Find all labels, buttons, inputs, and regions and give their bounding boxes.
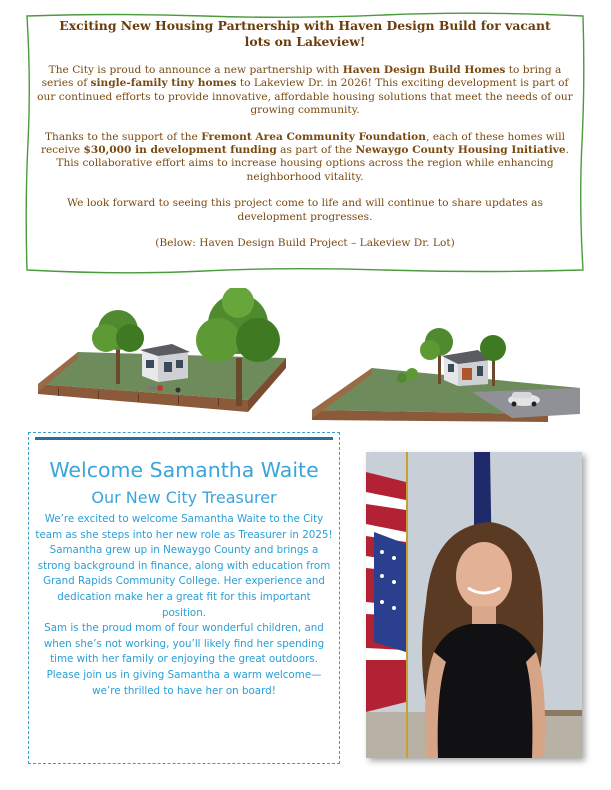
home-type: single-family tiny homes [90, 77, 237, 90]
housing-title: Exciting New Housing Partnership with Haven Design Build for vacant lots on Lakeview! [59, 18, 551, 49]
welcome-body [35, 512, 333, 699]
foundation-name: Fremont Area Community Foundation [201, 130, 426, 143]
text: to bring a series of [41, 64, 562, 90]
welcome-content [35, 457, 333, 699]
housing-paragraph-1 [34, 64, 576, 118]
housing-paragraph-2 [34, 131, 576, 185]
welcome-top-rule [35, 437, 333, 440]
welcome-subtitle: Our New City Treasurer [91, 488, 277, 507]
text: The City is proud to announce a new partnership with [48, 64, 343, 76]
text: to Lakeview Dr. in 2026! This exciting development is part of our continued efforts to provide innovative, affordable housing solutions that meet the needs of our growing community. [37, 77, 573, 117]
text: Thanks to the support of the [44, 130, 202, 143]
funding-amount: $30,000 in development funding [83, 144, 277, 157]
treasurer-portrait-photo [366, 452, 582, 758]
lot-render-right-image [312, 322, 580, 426]
housing-content [34, 16, 576, 263]
text: as part of the [276, 144, 356, 157]
welcome-paragraph-1: We’re excited to welcome Samantha Waite to the City team as she steps into her new role as Treasurer in 2025! [35, 513, 333, 541]
welcome-paragraph-4: Please join us in giving Samantha a warm welcome—we’re thrilled to have her on board! [46, 668, 322, 697]
welcome-title: Welcome Samantha Waite [49, 458, 319, 482]
welcome-box [28, 432, 340, 764]
text: , each of these homes will receive [40, 130, 566, 157]
partner-name: Haven Design Build Homes [342, 64, 506, 76]
housing-paragraph-3: We look forward to seeing this project come to life and will continue to share updates as development progresses. [67, 197, 543, 223]
housing-announcement-box [24, 12, 586, 274]
text: . This collaborative effort aims to increase housing options across the region while enhancing neighborhood vitality. [56, 144, 570, 183]
housing-caption: (Below: Haven Design Build Project – Lakeview Dr. Lot) [155, 237, 455, 250]
initiative-name: Newaygo County Housing Initiative [355, 144, 566, 157]
lot-render-left-image [38, 288, 286, 416]
welcome-paragraph-3: Sam is the proud mom of four wonderful children, and when she’s not working, you’ll likely find her spending time with her family or enjoying the great outdoors. [43, 622, 325, 666]
welcome-paragraph-2: Samantha grew up in Newaygo County and brings a strong background in finance, along with education from Grand Rapids Community College. Her experience and dedication make her a great fit for this important position. [37, 544, 331, 619]
